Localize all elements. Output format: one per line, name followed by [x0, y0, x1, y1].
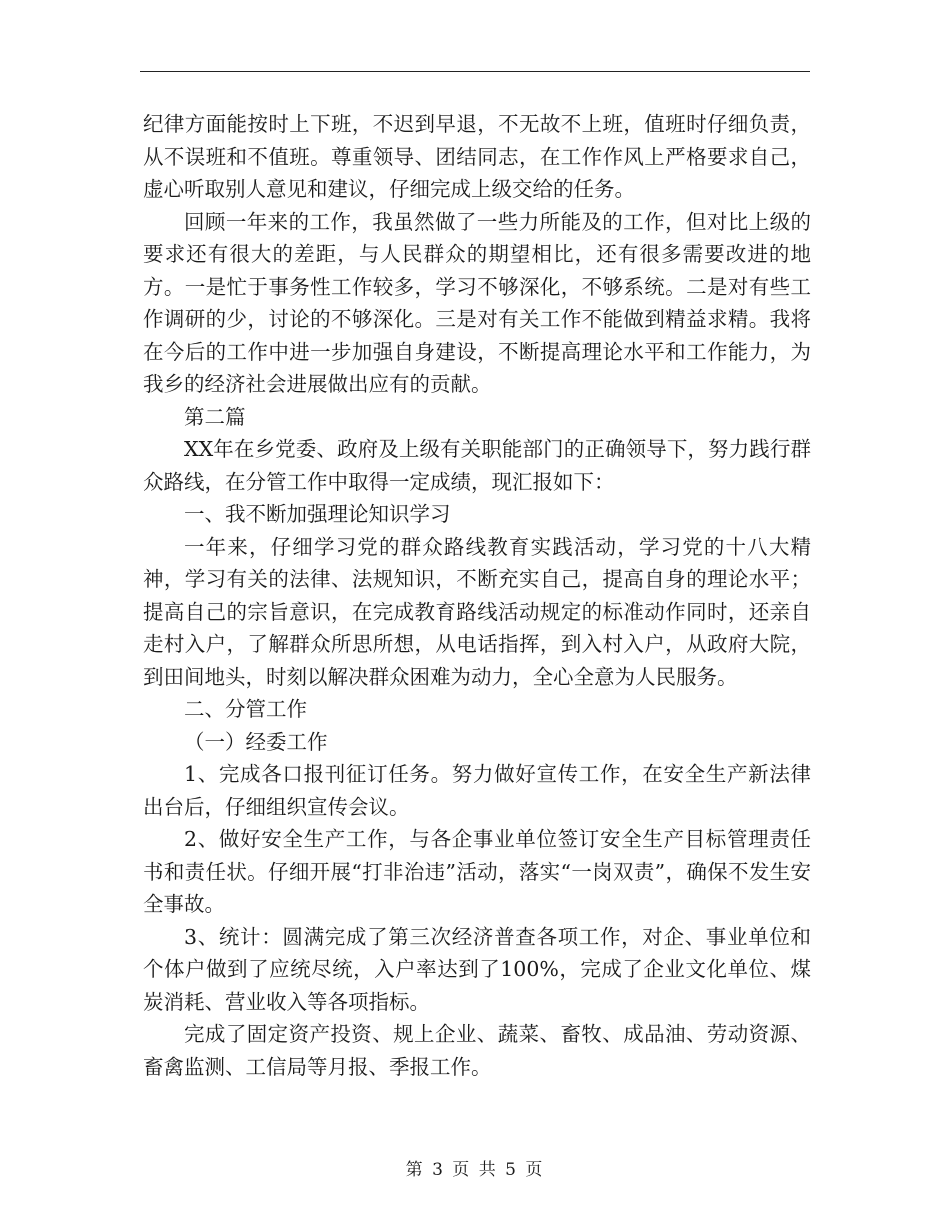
paragraph-study: 一年来，仔细学习党的群众路线教育实践活动，学习党的十八大精神，学习有关的法律、法规知识，不断充实自己，提高自身的理论水平；提高自己的宗旨意识，在完成教育路线活动规定的标准动作同时，还亲自走村入户，了解群众所思所想，从电话指挥，到入村入户，从政府大院，到田间地头，时刻以解决群众困难为动力，全心全意为人民服务。	[143, 534, 811, 689]
paragraph-2: 回顾一年来的工作，我虽然做了一些力所能及的工作，但对比上级的要求还有很大的差距，与人民群众的期望相比，还有很多需要改进的地方。一是忙于事务性工作较多，学习不够深化，不够系统。二是对有些工作调研的少，讨论的不够深化。三是对有关工作不能做到精益求精。我将在今后的工作中进一步加强自身建设，不断提高理论水平和工作能力，为我乡的经济社会进展做出应有的贡献。	[143, 209, 811, 396]
list-item-1: 1、完成各口报刊征订任务。努力做好宣传工作，在安全生产新法律出台后，仔细组织宣传会议。	[143, 762, 811, 819]
heading-theory-study: 一、我不断加强理论知识学习	[184, 502, 451, 526]
paragraph-1: 纪律方面能按时上下班，不迟到早退，不无故不上班，值班时仔细负责，从不误班和不值班。尊重领导、团结同志，在工作作风上严格要求自己，虚心听取别人意见和建议，仔细完成上级交给的任务。	[143, 112, 811, 201]
paragraph-reports: 完成了固定资产投资、规上企业、蔬菜、畜牧、成品油、劳动资源、畜禽监测、工信局等月报、季报工作。	[143, 1022, 811, 1079]
page-number-footer: 第 3 页 共 5 页	[405, 1160, 545, 1180]
heading-managed-work: 二、分管工作	[184, 697, 307, 721]
document-body	[143, 108, 811, 1083]
subheading-economic-committee: （一）经委工作	[184, 729, 328, 754]
list-item-3: 3、统计：圆满完成了第三次经济普查各项工作，对企、事业单位和个体户做到了应统尽统，入户率达到了100%，完成了企业文化单位、煤炭消耗、营业收入等各项指标。	[143, 924, 811, 1014]
header-rule	[140, 71, 810, 72]
section-title-part-two: 第二篇	[184, 404, 246, 429]
list-item-2: 2、做好安全生产工作，与各企事业单位签订安全生产目标管理责任书和责任状。仔细开展“打非治违”活动，落实“一岗双责”，确保不发生安全事故。	[143, 827, 811, 916]
paragraph-intro: XX年在乡党委、政府及上级有关职能部门的正确领导下，努力践行群众路线，在分管工作中取得一定成绩，现汇报如下：	[143, 437, 811, 494]
